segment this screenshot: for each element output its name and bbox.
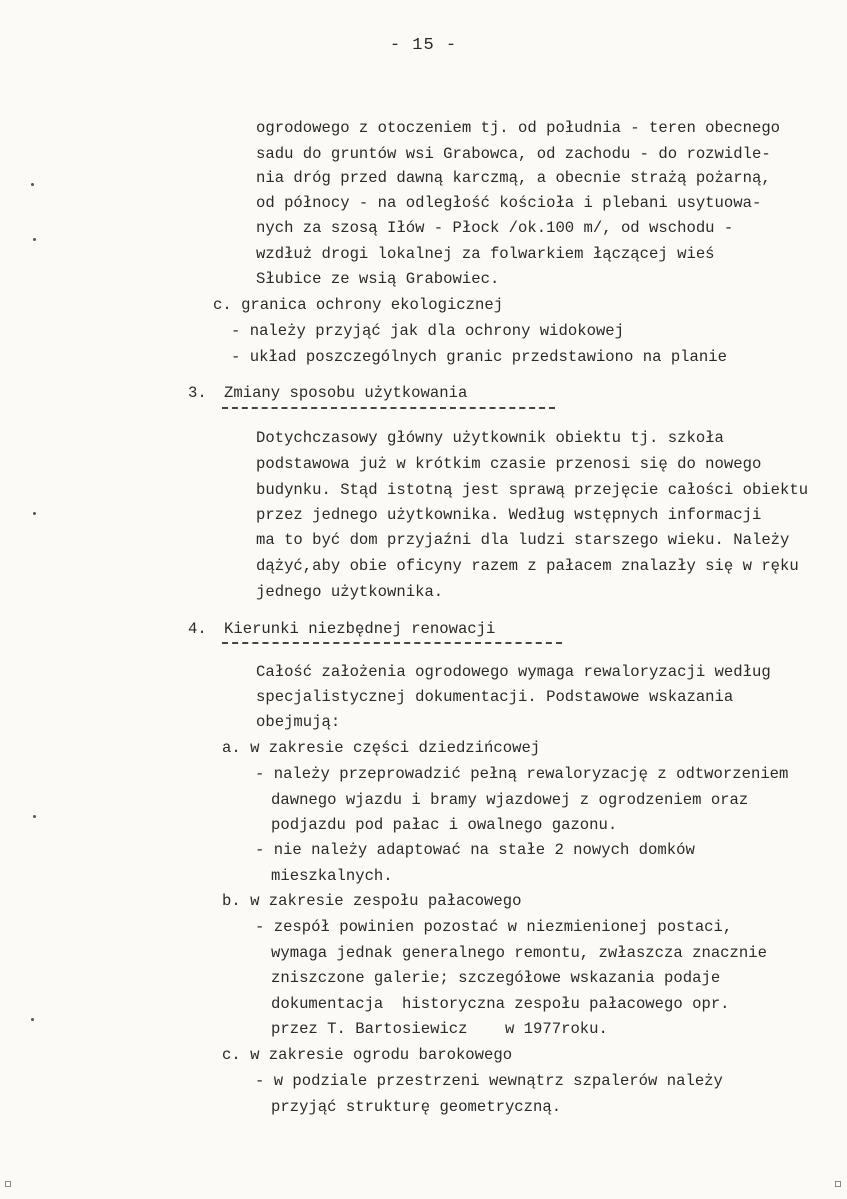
list-item: - zespół powinien pozostać w niezmienionej postaci, xyxy=(255,918,733,936)
text-line: mieszkalnych. xyxy=(271,867,393,885)
section-number: 3. xyxy=(188,384,207,402)
list-item-heading: b. w zakresie zespołu pałacowego xyxy=(222,892,522,910)
text-line: nia dróg przed dawną karczmą, a obecnie strażą pożarną, xyxy=(256,169,771,187)
text-line: przez T. Bartosiewicz w 1977roku. xyxy=(271,1020,608,1038)
section-number: 4. xyxy=(188,620,207,638)
section-title: Zmiany sposobu użytkowania xyxy=(224,384,468,402)
margin-speck xyxy=(33,815,36,818)
text-line: sadu do gruntów wsi Grabowca, od zachodu - do rozwidle- xyxy=(256,145,771,163)
text-line: Całość założenia ogrodowego wymaga rewaloryzacji według xyxy=(256,663,771,681)
list-item: - należy przyjąć jak dla ochrony widokowej xyxy=(231,322,625,340)
list-item-heading: c. granica ochrony ekologicznej xyxy=(213,296,504,314)
text-line: wzdłuż drogi lokalnej za folwarkiem łączącej wieś xyxy=(256,245,715,263)
text-line: jednego użytkownika. xyxy=(256,583,444,601)
text-line: specjalistycznej dokumentacji. Podstawowe wskazania xyxy=(256,688,734,706)
text-line: podjazdu pod pałac i owalnego gazonu. xyxy=(271,816,618,834)
section-title: Kierunki niezbędnej renowacji xyxy=(224,620,496,638)
text-line: dążyć,aby obie oficyny razem z pałacem znalazły się w ręku xyxy=(256,557,799,575)
corner-marker xyxy=(5,1181,11,1187)
list-item-heading: c. w zakresie ogrodu barokowego xyxy=(222,1046,513,1064)
text-line: od północy - na odległość kościoła i plebani usytuowa- xyxy=(256,194,762,212)
list-item: - układ poszczególnych granic przedstawiono na planie xyxy=(231,348,727,366)
section-title-underline xyxy=(222,407,555,409)
margin-speck xyxy=(33,238,36,241)
text-line: wymaga jednak generalnego remontu, zwłaszcza znacznie xyxy=(271,944,767,962)
margin-speck xyxy=(31,1018,34,1021)
text-line: budynku. Stąd istotną jest sprawą przejęcie całości obiektu xyxy=(256,481,809,499)
margin-speck xyxy=(31,183,34,186)
text-line: ma to być dom przyjaźni dla ludzi starszego wieku. Należy xyxy=(256,531,790,549)
text-line: Słubice ze wsią Grabowiec. xyxy=(256,270,500,288)
text-line: przyjąć strukturę geometryczną. xyxy=(271,1098,562,1116)
list-item: - nie należy adaptować na stałe 2 nowych domków xyxy=(255,841,695,859)
text-line: podstawowa już w krótkim czasie przenosi się do nowego xyxy=(256,455,762,473)
text-line: dokumentacja historyczna zespołu pałacowego opr. xyxy=(271,995,730,1013)
list-item: - należy przeprowadzić pełną rewaloryzację z odtworzeniem xyxy=(255,765,789,783)
list-item: - w podziale przestrzeni wewnątrz szpalerów należy xyxy=(255,1072,723,1090)
page-number: - 15 - xyxy=(389,36,458,55)
text-line: ogrodowego z otoczeniem tj. od południa - teren obecnego xyxy=(256,119,781,137)
corner-marker xyxy=(835,1181,841,1187)
margin-speck xyxy=(33,512,36,515)
text-line: zniszczone galerie; szczegółowe wskazania podaje xyxy=(271,969,721,987)
text-line: nych za szosą Iłów - Płock /ok.100 m/, od wschodu - xyxy=(256,219,734,237)
section-title-underline xyxy=(222,642,562,644)
text-line: dawnego wjazdu i bramy wjazdowej z ogrodzeniem oraz xyxy=(271,791,749,809)
list-item-heading: a. w zakresie części dziedzińcowej xyxy=(222,739,541,757)
text-line: Dotychczasowy główny użytkownik obiektu tj. szkoła xyxy=(256,429,724,447)
text-line: przez jednego użytkownika. Według wstępnych informacji xyxy=(256,506,762,524)
text-line: obejmują: xyxy=(256,713,341,731)
